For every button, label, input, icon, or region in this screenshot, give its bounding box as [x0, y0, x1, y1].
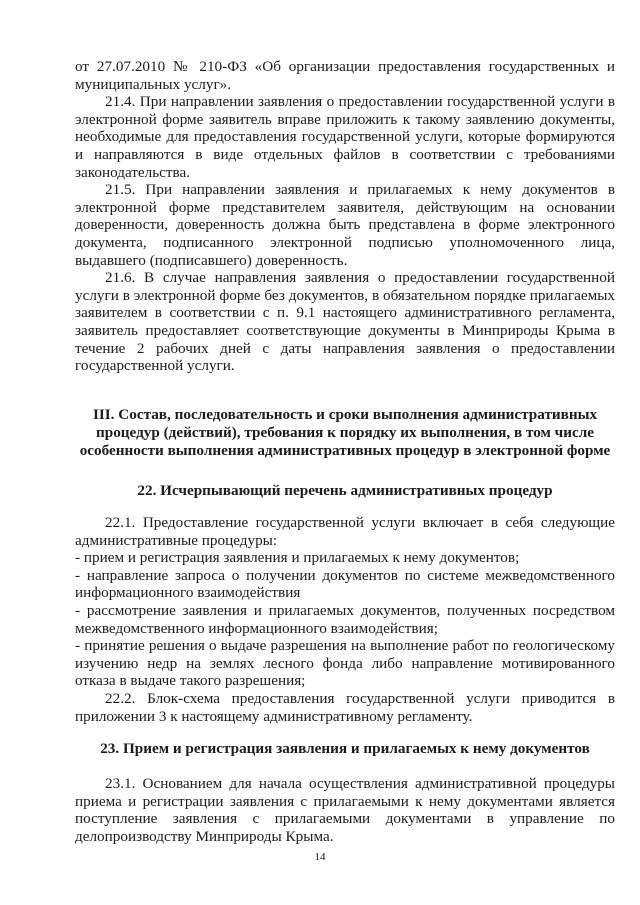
- text-block-23: [75, 775, 615, 845]
- paragraph-21-4: 21.4. При направлении заявления о предоставлении государственной услуги в электронной форме заявитель вправе приложить к такому заявлению документы, необходимые для предоставления государственной услуги, которые формируются и направляются в виде отдельных файлов в соответствии с требованиями законодательства.: [75, 93, 615, 181]
- list-item: - принятие решения о выдаче разрешения на выполнение работ по геологическому изучению недр на землях лесного фонда либо направление мотивированного отказа в выдаче такого разрешения;: [75, 637, 615, 690]
- paragraph-21-6: 21.6. В случае направления заявления о предоставлении государственной услуги в электронной форме без документов, в обязательном порядке прилагаемых заявителем в соответствии с п. 9.1 настоящего административного регламента, заявитель предоставляет соответствующие документы в Минприроды Крыма в течение 2 рабочих дней с даты направления заявления о предоставлении государственной услуги.: [75, 269, 615, 375]
- list-item: - рассмотрение заявления и прилагаемых документов, полученных посредством межведомственного информационного взаимодействия;: [75, 601, 615, 637]
- heading-23: 23. Прием и регистрация заявления и прилагаемых к нему документов: [100, 740, 590, 757]
- list-item: - прием и регистрация заявления и прилагаемых к нему документов;: [75, 549, 520, 567]
- section-title: III. Состав, последовательность и сроки выполнения административных процедур (действий), требования к порядку их выполнения, в том числе особенности выполнения административных процедур в электронной форме: [79, 406, 611, 459]
- page-number: 14: [314, 851, 326, 863]
- paragraph-23-1: 23.1. Основанием для начала осуществления административной процедуры приема и регистрации заявления с прилагаемыми к нему документами является поступление заявления с прилагаемыми документами в управление по делопроизводству Минприроды Крыма.: [75, 775, 615, 845]
- paragraph-21-5: 21.5. При направлении заявления и прилагаемых к нему документов в электронной форме представителем заявителя, действующим на основании доверенности, доверенность должна быть представлена в форме электронного документа, подписанного электронной подписью уполномоченного лица, выдавшего (подписавшего) доверенность.: [75, 181, 615, 269]
- text-block-21: [75, 58, 615, 375]
- paragraph-law-reference: от 27.07.2010 № 210-ФЗ «Об организации предоставления государственных и муниципальных услуг».: [75, 58, 615, 93]
- paragraph-22-2: 22.2. Блок-схема предоставления государственной услуги приводится в приложении 3 к настоящему административному регламенту.: [75, 689, 615, 725]
- list-item: - направление запроса о получении документов по системе межведомственного информационного взаимодействия: [75, 566, 615, 602]
- paragraph-22-1: 22.1. Предоставление государственной услуги включает в себя следующие административные процедуры:: [75, 514, 615, 549]
- text-block-22: [75, 514, 615, 725]
- heading-22: 22. Исчерпывающий перечень административных процедур: [137, 482, 553, 499]
